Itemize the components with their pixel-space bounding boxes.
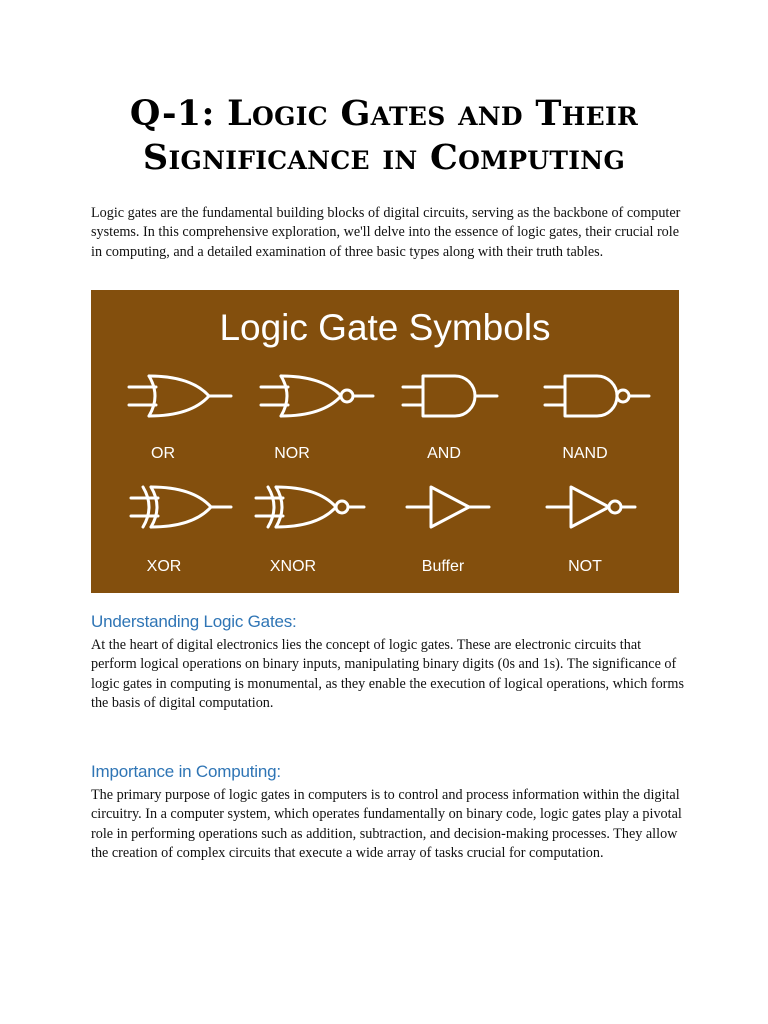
gate-label-xor: XOR (146, 558, 182, 575)
figure-title: Logic Gate Symbols (219, 307, 551, 348)
section-body-understanding: At the heart of digital electronics lies the concept of logic gates. These are electronic circuits that perform logical operations on binary inputs, manipulating binary digits (0s and 1s). The significance of logic gates in computing is monumental, as they enable the execution of logical operations, which forms the basis of digital computation. (91, 637, 684, 712)
section-body-importance: The primary purpose of logic gates in computers is to control and process information within the digital circuitry. In a computer system, which operates fundamentally on binary code, logic gates play a pivotal role in performing operations such as addition, subtraction, and decision-making processes. They allow the creation of complex circuits that execute a wide array of tasks crucial for computation. (91, 787, 682, 862)
gate-label-xnor: XNOR (269, 558, 317, 575)
nand-gate-icon (545, 376, 649, 416)
title-line-1: Q-1: Logic Gates and Their (129, 93, 639, 134)
or-gate-icon (129, 376, 231, 416)
section-heading-importance: Importance in Computing: (91, 762, 281, 781)
logic-gate-symbols-svg (91, 290, 679, 593)
and-gate-icon (403, 376, 497, 416)
nor-gate-icon (261, 376, 373, 416)
gate-label-not: NOT (568, 558, 602, 575)
xor-gate-icon (131, 487, 231, 527)
gate-label-or: OR (151, 445, 175, 462)
title-line-2: Significance in Computing (142, 137, 626, 178)
buffer-gate-icon (407, 487, 489, 527)
not-gate-icon (547, 487, 635, 527)
gate-label-nor: NOR (274, 445, 310, 462)
section-heading-understanding: Understanding Logic Gates: (91, 612, 297, 631)
gate-label-and: AND (427, 445, 461, 462)
gate-label-nand: NAND (562, 445, 608, 462)
logic-gate-symbols-figure (91, 290, 679, 593)
gate-label-buffer: Buffer (421, 558, 465, 575)
xnor-gate-icon (256, 487, 364, 527)
intro-paragraph: Logic gates are the fundamental building blocks of digital circuits, serving as the backbone of computer systems. In this comprehensive exploration, we'll delve into the essence of logic gates, their crucial role in computing, and a detailed examination of three basic types along with their truth tables. (91, 205, 681, 260)
page-title (60, 92, 708, 180)
